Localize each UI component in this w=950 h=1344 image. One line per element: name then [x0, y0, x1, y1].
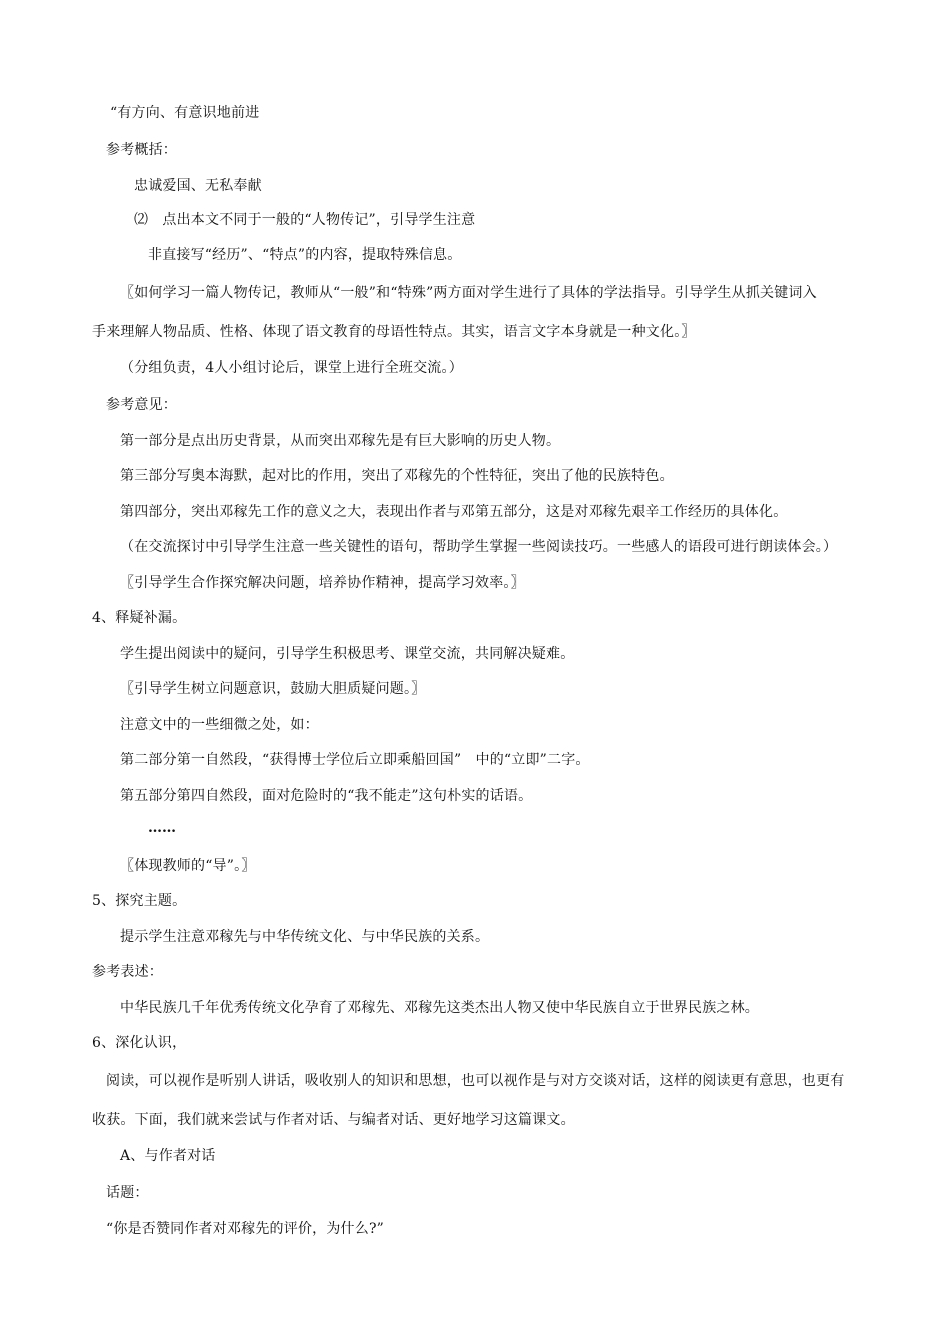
text-line-29: 收获。下面，我们就来尝试与作者对话、与编者对话、更好地学习这篇课文。 [92, 1112, 575, 1128]
text-line-19: 第二部分第一自然段，“获得博士学位后立即乘船回国” 中的“立即”二字。 [120, 752, 590, 768]
text-line-10: 第一部分是点出历史背景，从而突出邓稼先是有巨大影响的历史人物。 [120, 433, 561, 449]
text-line-6: 〖如何学习一篇人物传记，教师从“一般”和“特殊”两方面对学生进行了具体的学法指导。引导学生从抓关键词入 [120, 285, 817, 301]
text-line-1: “有方向、有意识地前进 [110, 105, 260, 121]
text-line-13: （在交流探讨中引导学生注意一些关键性的语句，帮助学生掌握一些阅读技巧。一些感人的语段可进行朗读体会。） [120, 539, 838, 555]
text-line-11: 第三部分写奥本海默，起对比的作用，突出了邓稼先的个性特征，突出了他的民族特色。 [120, 468, 674, 484]
text-line-16: 学生提出阅读中的疑问，引导学生积极思考、课堂交流，共同解决疑难。 [120, 646, 575, 662]
text-line-17: 〖引导学生树立问题意识，鼓励大胆质疑问题。〗 [120, 681, 426, 697]
text-line-22: 〖体现教师的“导”。〗 [120, 858, 256, 874]
text-line-26: 中华民族几千年优秀传统文化孕育了邓稼先、邓稼先这类杰出人物又使中华民族自立于世界民族之林。 [120, 1000, 759, 1016]
text-line-18: 注意文中的一些细微之处，如： [120, 717, 319, 733]
text-line-25: 参考表述： [92, 964, 163, 980]
text-line-27: 6、深化认识， [92, 1035, 187, 1051]
text-line-4: ⑵ 点出本文不同于一般的“人物传记”，引导学生注意 [134, 212, 476, 228]
text-line-23: 5、探究主题。 [92, 893, 187, 909]
text-line-31: 话题： [106, 1185, 149, 1201]
text-line-20: 第五部分第四自然段，面对危险时的“我不能走”这句朴实的话语。 [120, 788, 533, 804]
text-line-2: 参考概括： [106, 142, 177, 158]
text-line-14: 〖引导学生合作探究解决问题，培养协作精神，提高学习效率。〗 [120, 575, 525, 591]
text-line-32: “你是否赞同作者对邓稼先的评价，为什么?” [106, 1221, 385, 1237]
text-line-3: 忠诚爱国、无私奉献 [134, 178, 262, 194]
text-line-15: 4、释疑补漏。 [92, 610, 187, 626]
text-line-30: A、与作者对话 [120, 1148, 216, 1164]
ellipsis-line: …… [148, 820, 176, 836]
text-line-28: 阅读，可以视作是听别人讲话，吸收别人的知识和思想，也可以视作是与对方交谈对话，这样的阅读更有意思，也更有 [106, 1073, 845, 1089]
text-line-7: 手来理解人物品质、性格、体现了语文教育的母语性特点。其实，语言文字本身就是一种文化。〗 [92, 324, 696, 340]
text-line-5: 非直接写“经历”、“特点”的内容，提取特殊信息。 [148, 247, 462, 263]
text-line-9: 参考意见： [106, 397, 177, 413]
text-line-24: 提示学生注意邓稼先与中华传统文化、与中华民族的关系。 [120, 929, 490, 945]
text-line-12: 第四部分，突出邓稼先工作的意义之大，表现出作者与邓第五部分，这是对邓稼先艰辛工作经历的具体化。 [120, 504, 788, 520]
text-line-8: （分组负责，4人小组讨论后，课堂上进行全班交流。） [120, 360, 463, 376]
